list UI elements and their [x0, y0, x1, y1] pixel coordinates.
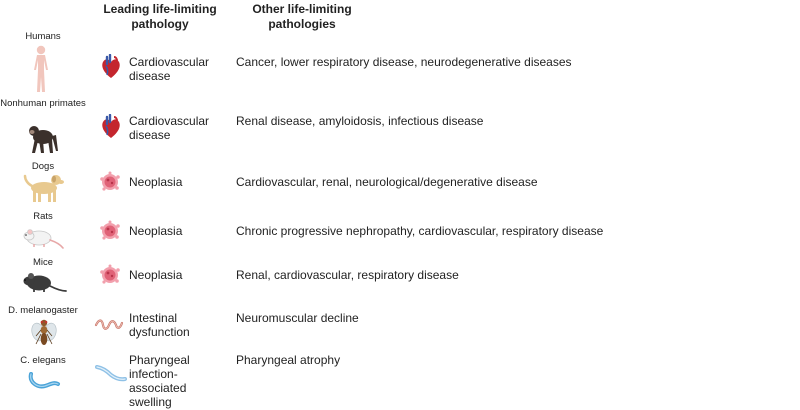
rat-icon: [22, 226, 64, 250]
tumor-cell-icon: [99, 264, 121, 286]
human-icon: [30, 45, 52, 93]
leading-pathology: Cardiovascular disease: [129, 55, 210, 83]
other-pathologies: Cardiovascular, renal, neurological/degenerative disease: [236, 175, 538, 189]
tumor-cell-icon: [99, 171, 121, 193]
leading-pathology: Cardiovascular disease: [129, 114, 210, 142]
chimpanzee-icon: [27, 123, 59, 155]
intestine-icon: [94, 315, 124, 331]
leading-pathology: Neoplasia: [129, 224, 183, 238]
organism-label: Humans: [25, 31, 61, 42]
organism-label: Dogs: [31, 161, 55, 172]
dog-icon: [22, 172, 64, 204]
other-pathologies: Renal, cardiovascular, respiratory disease: [236, 268, 459, 282]
worm-icon: [27, 368, 61, 392]
heart-icon: [100, 114, 122, 140]
other-pathologies: Cancer, lower respiratory disease, neurodegenerative diseases: [236, 55, 572, 69]
organism-label: Rats: [33, 211, 53, 222]
leading-pathology: Pharyngeal infection-associated swelling: [129, 353, 190, 409]
organism-label: C. elegans: [20, 355, 66, 366]
heart-icon: [100, 54, 122, 80]
other-pathologies: Pharyngeal atrophy: [236, 353, 341, 367]
leading-pathology: Neoplasia: [129, 175, 183, 189]
organism-label: Mice: [32, 257, 54, 268]
header-other-pathologies: Other life-limiting pathologies: [252, 2, 352, 31]
other-pathologies: Renal disease, amyloidosis, infectious disease: [236, 114, 484, 128]
fruit-fly-icon: [31, 318, 57, 348]
header-leading-pathology: Leading life-limiting pathology: [103, 2, 217, 31]
tumor-cell-icon: [99, 220, 121, 242]
organism-label: Nonhuman primates: [0, 98, 86, 109]
leading-pathology: Neoplasia: [129, 268, 183, 282]
leading-pathology: Intestinal dysfunction: [129, 311, 190, 339]
organism-label: D. melanogaster: [8, 305, 78, 316]
other-pathologies: Neuromuscular decline: [236, 311, 359, 325]
pharynx-icon: [95, 364, 127, 382]
other-pathologies: Chronic progressive nephropathy, cardiovascular, respiratory disease: [236, 224, 604, 238]
mouse-icon: [21, 270, 67, 296]
